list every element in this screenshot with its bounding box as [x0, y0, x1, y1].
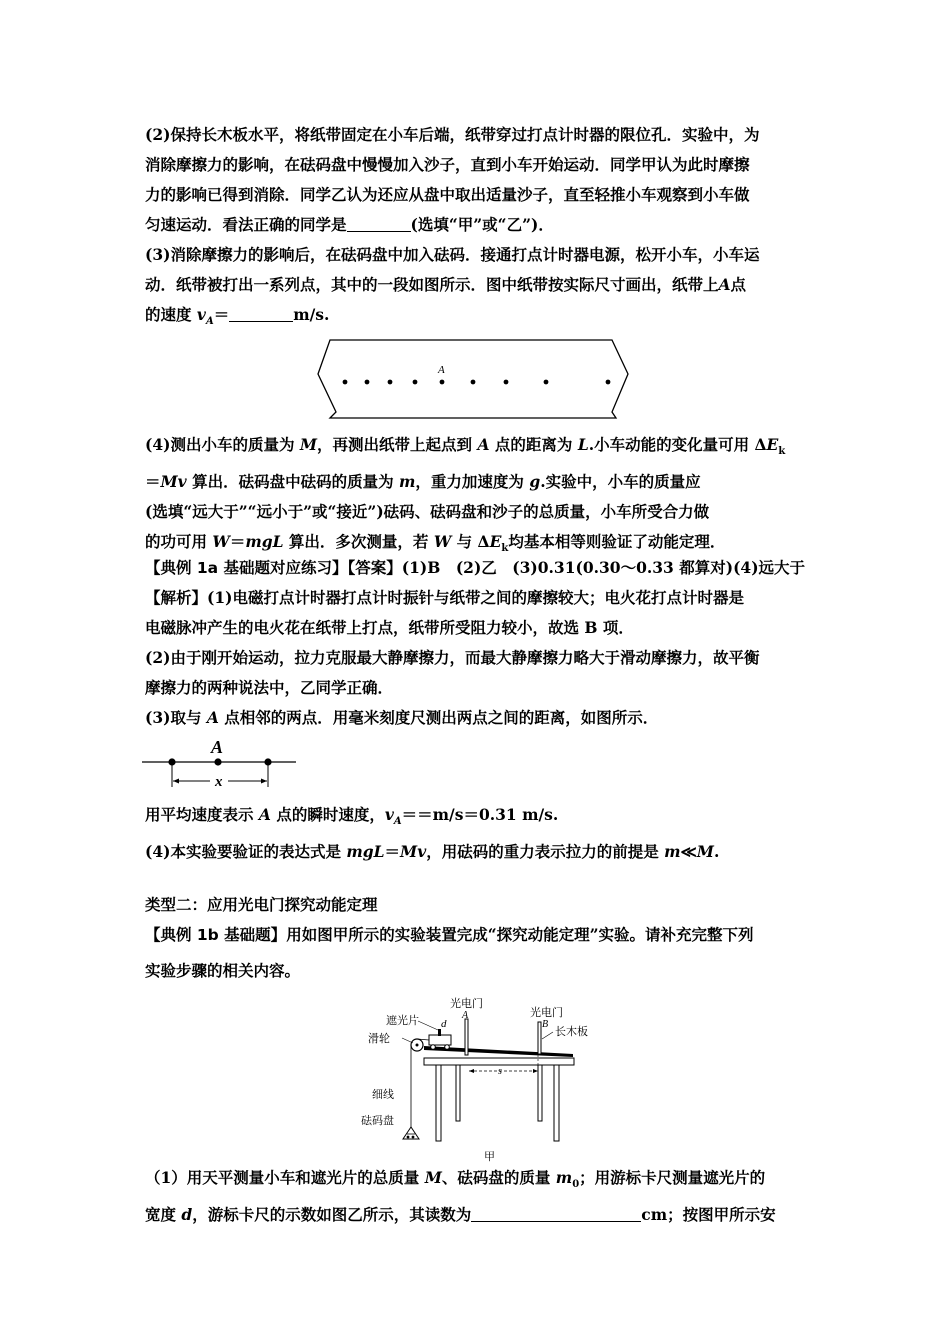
example-line1: 【典例 1b 基础题】用如图甲所示的实验装置完成“探究动能定理”实验。请补充完整下列: [145, 925, 754, 944]
label-s: s: [498, 1066, 502, 1077]
label-string: 细线: [372, 1088, 394, 1101]
analysis-line6: 用平均速度表示 A 点的瞬时速度，$v_A==m/s=0.31$ m/s.: [145, 805, 559, 828]
label-gate-B: B: [542, 1019, 549, 1030]
example-line2: 实验步骤的相关内容。: [145, 961, 301, 980]
q2-line2: 消除摩擦力的影响，在砝码盘中慢慢加入沙子，直到小车开始运动．同学甲认为此时摩擦: [145, 155, 750, 174]
answer-blank: [229, 305, 293, 322]
figure-label-A: A: [211, 737, 224, 757]
step1-line2: 宽度 d，游标卡尺的示数如图乙所示，其读数为 cm；按图甲所示安: [145, 1205, 776, 1225]
type2-section: [145, 890, 807, 986]
distance-figure: [142, 735, 298, 795]
point: [264, 758, 271, 765]
label-d: d: [441, 1018, 447, 1030]
q2-line3: 力的影响已得到消除．同学乙认为还应从盘中取出适量沙子，直至轻推小车观察到小车做: [145, 185, 750, 204]
cart: [429, 1035, 451, 1045]
step1-line1: （1）用天平测量小车和遮光片的总质量 M、砝码盘的质量 $m_0$；用游标卡尺测量遮光片的: [145, 1168, 766, 1191]
q2-line4: 匀速运动．看法正确的同学是 (选填“甲”或“乙”)．: [145, 215, 554, 234]
analysis-continued: [145, 800, 807, 867]
apparatus-figure: [358, 994, 598, 1166]
figure-caption: 甲: [484, 1150, 495, 1163]
photogate-B: [538, 1022, 541, 1054]
label-pulley: 滑轮: [368, 1032, 390, 1045]
tape-dot: [504, 380, 509, 385]
answer-section: [145, 553, 807, 733]
type2-heading: 类型二：应用光电门探究动能定理: [145, 896, 378, 914]
tape-dot: [606, 380, 611, 385]
answer-line: [145, 553, 807, 583]
answer-blank: [347, 215, 411, 232]
label-weight-pan: 砝码盘: [361, 1114, 394, 1127]
q4-line4: 的功可用 W＝mgL 算出．多次测量，若 W 与 $\Delta E_k$均基本相等则验证了动能定理．: [145, 532, 726, 555]
q2-line1: (2)保持长木板水平，将纸带固定在小车后端，纸带穿过打点计时器的限位孔．实验中，为: [145, 125, 760, 144]
tape-dot: [343, 380, 348, 385]
table-leg: [436, 1065, 441, 1141]
answer-text: (1)B (2)乙 (3)0.31(0.30～0.33 都算对)(4)远大于: [401, 558, 806, 577]
answer-title: 【典例 1a 基础题对应练习】【答案】: [145, 559, 402, 577]
tape-dot: [544, 380, 549, 385]
analysis-line7: (4)本实验要验证的表达式是 mgL＝Mv，用砝码的重力表示拉力的前提是 m≪M.: [145, 842, 720, 862]
analysis-title: 【解析】: [145, 589, 208, 607]
table-top: [424, 1058, 574, 1065]
shading-plate: [438, 1029, 441, 1036]
label-gate-A: A: [462, 1010, 469, 1021]
point-A: [214, 758, 221, 765]
tape-dot: [471, 380, 476, 385]
table-leg: [456, 1065, 460, 1121]
analysis-line3: (2)由于刚开始运动，拉力克服最大静摩擦力，而最大静摩擦力略大于滑动摩擦力，故平衡: [145, 648, 760, 667]
q3-line3: 的速度 $v_A= m/s$.: [145, 305, 330, 328]
label-photogate-1: 光电门: [450, 997, 483, 1010]
tape-dot: [388, 380, 393, 385]
step-1: [145, 1163, 807, 1230]
photogate-A: [465, 1019, 468, 1055]
q3-line1: (3)消除摩擦力的影响后，在砝码盘中加入砝码．接通打点计时器电源，松开小车，小车运: [145, 245, 760, 264]
table-leg: [538, 1065, 542, 1121]
point: [168, 758, 175, 765]
analysis-line1: 【解析】(1)电磁打点计时器打点计时振针与纸带之间的摩擦较大；电火花打点计时器是: [145, 588, 744, 607]
example-title: 【典例 1b 基础题】: [145, 926, 287, 944]
tape-dot-A: [440, 380, 445, 385]
paper-tape-figure: [316, 338, 632, 422]
q4-line3: (选填“远大于”“远小于”或“接近”)砝码、砝码盘和沙子的总质量，小车所受合力做: [145, 502, 710, 522]
tape-label-A: A: [438, 364, 445, 376]
figure-label-x: x: [215, 774, 223, 790]
q4-line2: ＝Mv 算出．砝码盘中砝码的质量为 m，重力加速度为 g.实验中，小车的质量应: [145, 472, 701, 492]
question-3: [145, 240, 807, 337]
paper-tape: [318, 340, 628, 418]
answer-blank: [471, 1205, 641, 1222]
weight-pan: [403, 1127, 419, 1139]
label-photogate-2: 光电门: [530, 1006, 563, 1019]
analysis-line2: 电磁脉冲产生的电火花在纸带上打点，纸带所受阻力较小，故选 B 项．: [145, 618, 634, 637]
analysis-line4: 摩擦力的两种说法中，乙同学正确．: [145, 678, 394, 697]
q4-line1: (4)测出小车的质量为 M，再测出纸带上起点到 A 点的距离为 L.小车动能的变化量可用 $\Delta E_k$: [145, 435, 786, 458]
tape-dot: [413, 380, 418, 385]
label-shading-plate: 遮光片: [386, 1014, 419, 1027]
question-2: [145, 120, 807, 240]
q3-line2: 动．纸带被打出一系列点，其中的一段如图所示．图中纸带按实际尺寸画出，纸带上A点: [145, 275, 747, 294]
question-4: [145, 430, 807, 564]
analysis-line5: (3)取与 A 点相邻的两点．用毫米刻度尺测出两点之间的距离，如图所示．: [145, 708, 659, 727]
label-long-board: 长木板: [555, 1025, 588, 1038]
table-leg: [554, 1065, 559, 1141]
tape-dot: [365, 380, 370, 385]
